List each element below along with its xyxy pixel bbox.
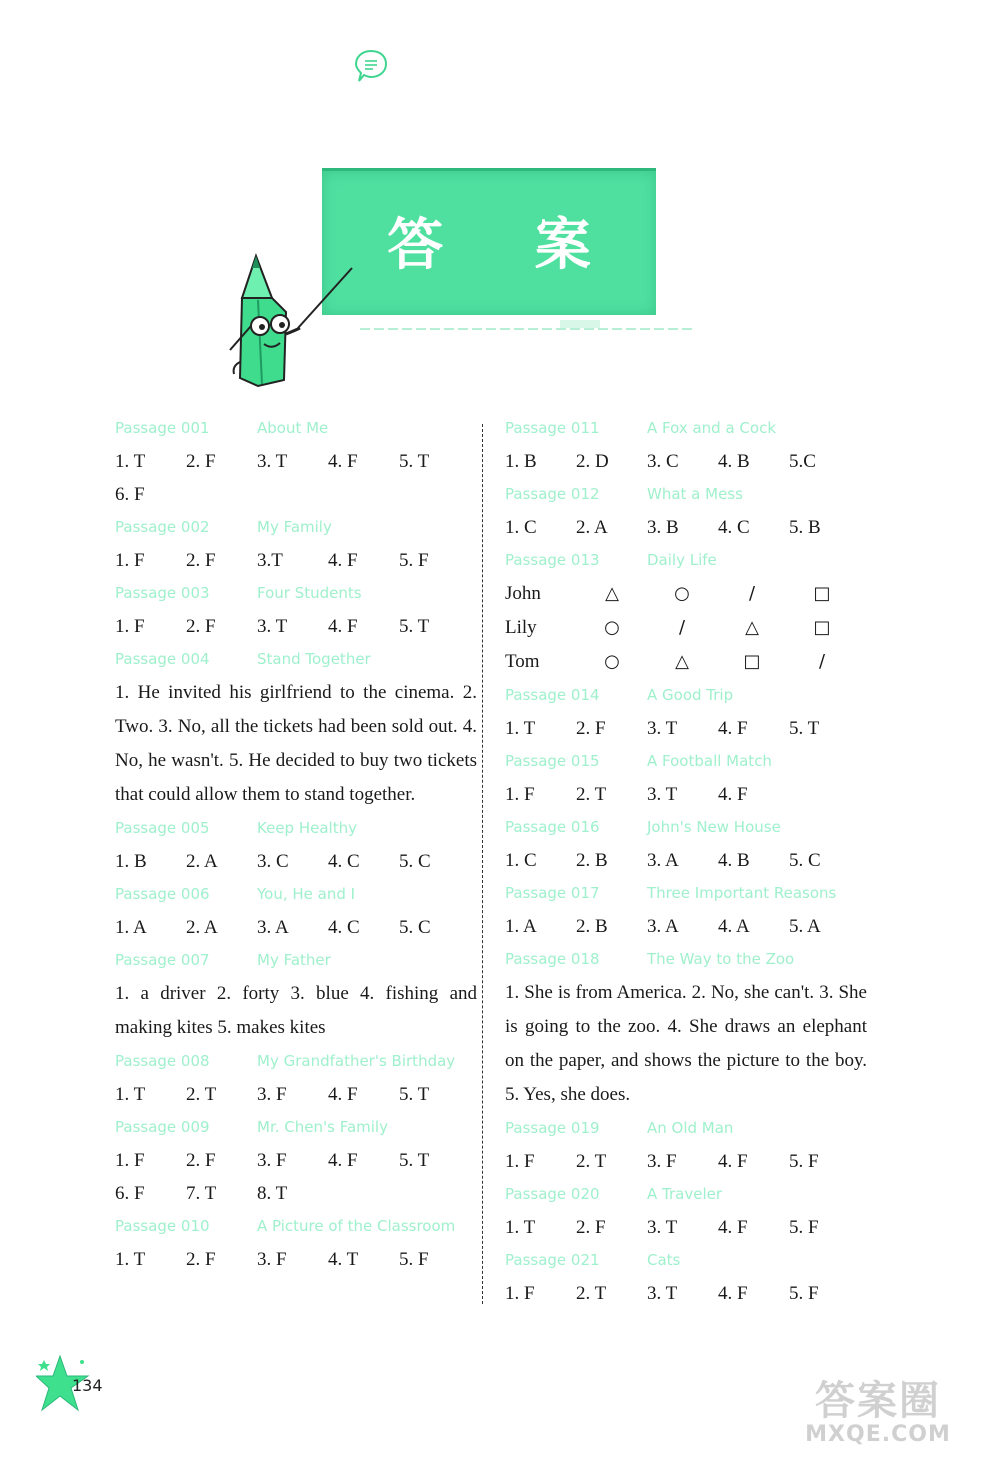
passage-name: An Old Man xyxy=(647,1119,734,1137)
answer-row xyxy=(115,845,477,878)
answer-item: 4. T xyxy=(328,1249,359,1270)
answer-item: 3. T xyxy=(647,1283,678,1304)
passage-number: Passage 021 xyxy=(505,1251,600,1269)
answer-item: 2. T xyxy=(576,1283,607,1304)
passage-title xyxy=(115,1045,477,1078)
answer-item: 5.C xyxy=(789,451,816,472)
passage-number: Passage 004 xyxy=(115,650,210,668)
answer-item: 4. F xyxy=(328,550,358,571)
passage-name: A Picture of the Classroom xyxy=(257,1217,456,1235)
schedule-symbol: △ xyxy=(745,617,759,638)
passage-number: Passage 018 xyxy=(505,950,600,968)
answer-item: 3. F xyxy=(257,1084,287,1105)
passage-title xyxy=(115,878,477,911)
answer-item: 3. F xyxy=(647,1151,677,1172)
pencil-mascot-icon xyxy=(220,250,360,400)
schedule-symbol: ○ xyxy=(674,583,690,604)
answer-item: 1. T xyxy=(115,451,146,472)
answer-item: 4. C xyxy=(328,917,360,938)
passage-name: Daily Life xyxy=(647,551,717,569)
schedule-symbol: △ xyxy=(675,651,689,672)
schedule-row xyxy=(505,645,867,679)
passage-name: What a Mess xyxy=(647,485,743,503)
answer-item: 4. F xyxy=(328,616,358,637)
watermark-main: 答案圈 xyxy=(815,1378,941,1424)
passage-title xyxy=(505,811,867,844)
answer-item: 3. C xyxy=(257,851,289,872)
passage-title xyxy=(115,511,477,544)
passage-name: A Football Match xyxy=(647,752,772,770)
answer-item: 5. F xyxy=(399,1249,429,1270)
answer-row xyxy=(505,1211,867,1244)
answer-item: 5. T xyxy=(399,1150,430,1171)
answer-item: 4. C xyxy=(718,517,750,538)
answer-item: 1. F xyxy=(115,1150,145,1171)
watermark-sub: MXQE.COM xyxy=(805,1422,951,1447)
answer-item: 4. F xyxy=(328,1084,358,1105)
schedule-row xyxy=(505,611,867,645)
answer-item: 4. F xyxy=(718,1283,748,1304)
schedule-symbol: □ xyxy=(743,651,761,672)
answer-item: 2. F xyxy=(186,616,216,637)
answer-item: 4. A xyxy=(718,916,750,937)
schedule-symbol: □ xyxy=(813,617,831,638)
answer-row xyxy=(505,778,867,811)
answer-item: 4. C xyxy=(328,851,360,872)
answer-item: 5. F xyxy=(399,550,429,571)
answer-item: 4. F xyxy=(718,1217,748,1238)
passage-name: Three Important Reasons xyxy=(647,884,837,902)
answer-item: 2. F xyxy=(186,1150,216,1171)
answer-item: 1. C xyxy=(505,517,537,538)
page-title: 答 案 xyxy=(387,213,627,278)
answer-item: 3. T xyxy=(257,451,288,472)
answer-item: 1. A xyxy=(115,917,147,938)
answer-item: 2. F xyxy=(576,1217,606,1238)
answer-item: 3. A xyxy=(647,916,679,937)
answer-item: 3. F xyxy=(257,1249,287,1270)
answer-item: 4. F xyxy=(718,784,748,805)
answer-item: 5. B xyxy=(789,517,821,538)
answer-row xyxy=(115,911,477,944)
passage-name: The Way to the Zoo xyxy=(647,950,795,968)
answer-item: 4. F xyxy=(328,451,358,472)
answer-item: 2. A xyxy=(186,851,218,872)
answer-item: 3. C xyxy=(647,451,679,472)
answer-item: 2. F xyxy=(186,550,216,571)
passage-title xyxy=(115,577,477,610)
answer-item: 2. A xyxy=(576,517,608,538)
answer-item: 3. A xyxy=(257,917,289,938)
passage-number: Passage 016 xyxy=(505,818,600,836)
answer-item: 3.T xyxy=(257,550,283,571)
answer-row xyxy=(505,712,867,745)
passage-title xyxy=(505,1112,867,1145)
answer-item: 5. T xyxy=(399,1084,430,1105)
answer-row xyxy=(115,1078,477,1111)
answer-item: 8. T xyxy=(257,1183,288,1204)
answer-item: 2. T xyxy=(576,1151,607,1172)
answer-item: 1. F xyxy=(115,616,145,637)
answer-paragraph: 1. She is from America. 2. No, she can't. 3. She is going to the zoo. 4. She draws an elephant on the paper, and shows the picture to the boy. 5. Yes, she does. xyxy=(505,982,867,1105)
answer-item: 1. F xyxy=(505,784,535,805)
passage-title xyxy=(115,812,477,845)
passage-title xyxy=(505,745,867,778)
answer-item: 2. T xyxy=(186,1084,217,1105)
passage-number: Passage 010 xyxy=(115,1217,210,1235)
passage-number: Passage 019 xyxy=(505,1119,600,1137)
answer-row xyxy=(115,1144,477,1177)
passage-title xyxy=(115,412,477,445)
answer-item: 1. T xyxy=(115,1249,146,1270)
answer-item: 2. F xyxy=(576,718,606,739)
column-divider xyxy=(482,424,483,1304)
passage-title xyxy=(505,679,867,712)
passage-number: Passage 011 xyxy=(505,419,600,437)
passage-title xyxy=(505,544,867,577)
passage-number: Passage 003 xyxy=(115,584,210,602)
answer-item: 3. T xyxy=(257,616,288,637)
answer-item: 1. B xyxy=(505,451,537,472)
schedule-symbol: ○ xyxy=(604,651,620,672)
answer-row xyxy=(115,544,477,577)
answer-item: 1. T xyxy=(115,1084,146,1105)
passage-title xyxy=(505,943,867,976)
answer-item: 4. F xyxy=(328,1150,358,1171)
answer-item: 3. B xyxy=(647,517,679,538)
header-board xyxy=(322,168,656,315)
schedule-symbol: / xyxy=(818,651,826,672)
answer-row xyxy=(115,478,477,511)
answer-item: 2. T xyxy=(576,784,607,805)
answer-row xyxy=(505,445,867,478)
passage-number: Passage 002 xyxy=(115,518,210,536)
answer-item: 1. F xyxy=(115,550,145,571)
answer-item: 2. F xyxy=(186,1249,216,1270)
answer-item: 5. C xyxy=(399,851,431,872)
passage-number: Passage 006 xyxy=(115,885,210,903)
passage-name: Keep Healthy xyxy=(257,819,357,837)
answer-item: 2. B xyxy=(576,850,608,871)
answer-item: 2. A xyxy=(186,917,218,938)
answer-item: 5. C xyxy=(399,917,431,938)
schedule-symbol: △ xyxy=(605,583,619,604)
answer-row xyxy=(115,1177,477,1210)
answer-row xyxy=(115,610,477,643)
answer-row xyxy=(505,511,867,544)
passage-title xyxy=(115,643,477,676)
schedule-name: John xyxy=(505,583,541,604)
speech-bubble-icon xyxy=(354,48,388,84)
answer-item: 3. T xyxy=(647,784,678,805)
schedule-name: Lily xyxy=(505,617,537,638)
answer-item: 5. C xyxy=(789,850,821,871)
answer-item: 1. T xyxy=(505,718,536,739)
watermark xyxy=(768,1380,988,1456)
passage-number: Passage 012 xyxy=(505,485,600,503)
answer-paragraph: 1. He invited his girlfriend to the cinema. 2. Two. 3. No, all the tickets had been sold out. 4. No, he wasn't. 5. He decided to buy two tickets that could allow them to stand together. xyxy=(115,682,477,805)
answer-item: 3. F xyxy=(257,1150,287,1171)
answer-column-left xyxy=(115,412,477,1276)
passage-number: Passage 007 xyxy=(115,951,210,969)
passage-title xyxy=(505,478,867,511)
passage-number: Passage 005 xyxy=(115,819,210,837)
passage-number: Passage 017 xyxy=(505,884,600,902)
passage-title xyxy=(505,877,867,910)
passage-title xyxy=(505,412,867,445)
passage-name: A Traveler xyxy=(647,1185,723,1203)
passage-number: Passage 008 xyxy=(115,1052,210,1070)
passage-name: A Good Trip xyxy=(647,686,734,704)
passage-name: Mr. Chen's Family xyxy=(257,1118,388,1136)
answer-item: 5. T xyxy=(399,616,430,637)
schedule-name: Tom xyxy=(505,651,540,672)
board-ledge xyxy=(360,320,696,334)
answer-item: 1. F xyxy=(505,1151,535,1172)
page-number: 134 xyxy=(72,1376,103,1395)
schedule-symbol: / xyxy=(748,583,756,604)
answer-item: 4. B xyxy=(718,451,750,472)
answer-item: 3. T xyxy=(647,718,678,739)
answer-paragraph: 1. a driver 2. forty 3. blue 4. fishing and making kites 5. makes kites xyxy=(115,983,477,1038)
answer-row xyxy=(505,844,867,877)
answer-item: 6. F xyxy=(115,1183,145,1204)
answer-item: 5. F xyxy=(789,1283,819,1304)
answer-item: 1. F xyxy=(505,1283,535,1304)
answer-item: 5. A xyxy=(789,916,821,937)
answer-row xyxy=(505,1277,867,1310)
schedule-row xyxy=(505,577,867,611)
answer-item: 1. T xyxy=(505,1217,536,1238)
passage-number: Passage 013 xyxy=(505,551,600,569)
passage-title xyxy=(115,1210,477,1243)
passage-name: My Grandfather's Birthday xyxy=(257,1052,456,1070)
passage-title xyxy=(505,1178,867,1211)
answer-item: 1. A xyxy=(505,916,537,937)
answer-item: 2. F xyxy=(186,451,216,472)
passage-title xyxy=(505,1244,867,1277)
passage-name: Cats xyxy=(647,1251,681,1269)
passage-title xyxy=(115,1111,477,1144)
answer-item: 1. C xyxy=(505,850,537,871)
answer-item: 6. F xyxy=(115,484,145,505)
answer-item: 4. F xyxy=(718,718,748,739)
schedule-symbol: ○ xyxy=(604,617,620,638)
answer-item: 3. A xyxy=(647,850,679,871)
passage-number: Passage 001 xyxy=(115,419,210,437)
answer-item: 5. T xyxy=(789,718,820,739)
answer-row xyxy=(505,910,867,943)
passage-number: Passage 009 xyxy=(115,1118,210,1136)
passage-number: Passage 014 xyxy=(505,686,600,704)
passage-title xyxy=(115,944,477,977)
answer-row xyxy=(115,445,477,478)
answer-item: 4. F xyxy=(718,1151,748,1172)
passage-name: A Fox and a Cock xyxy=(647,419,777,437)
answer-row xyxy=(115,1243,477,1276)
passage-name: You, He and I xyxy=(257,885,356,903)
passage-number: Passage 015 xyxy=(505,752,600,770)
schedule-symbol: / xyxy=(678,617,686,638)
passage-name: My Father xyxy=(257,951,331,969)
answer-item: 5. F xyxy=(789,1217,819,1238)
answer-item: 1. B xyxy=(115,851,147,872)
passage-name: John's New House xyxy=(647,818,781,836)
answer-item: 7. T xyxy=(186,1183,217,1204)
passage-name: Four Students xyxy=(257,584,362,602)
schedule-symbol: □ xyxy=(813,583,831,604)
answer-item: 4. B xyxy=(718,850,750,871)
passage-number: Passage 020 xyxy=(505,1185,600,1203)
answer-row xyxy=(505,1145,867,1178)
passage-name: About Me xyxy=(257,419,329,437)
answer-item: 5. F xyxy=(789,1151,819,1172)
answer-item: 3. T xyxy=(647,1217,678,1238)
passage-name: Stand Together xyxy=(257,650,371,668)
answer-item: 5. T xyxy=(399,451,430,472)
passage-name: My Family xyxy=(257,518,332,536)
answer-column-right xyxy=(505,412,867,1310)
answer-item: 2. B xyxy=(576,916,608,937)
answer-item: 2. D xyxy=(576,451,609,472)
